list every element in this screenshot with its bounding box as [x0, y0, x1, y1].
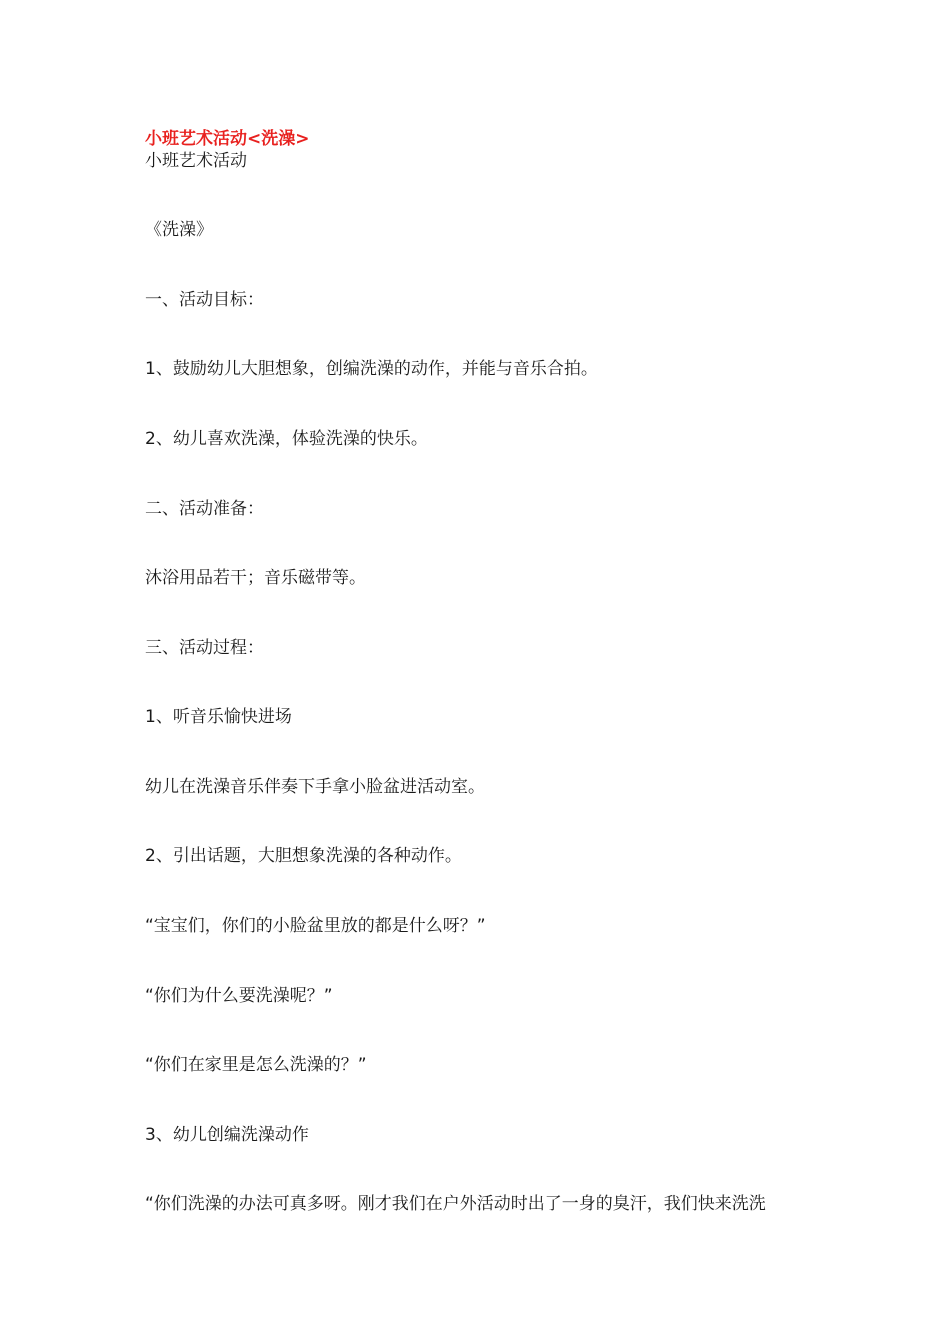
- heading-preparation: 二、活动准备：: [145, 499, 264, 519]
- goal-item-2: 2、幼儿喜欢洗澡，体验洗澡的快乐。: [145, 429, 428, 449]
- document-title: 小班艺术活动<洗澡>: [145, 129, 310, 149]
- process-step-3: 3、幼儿创编洗澡动作: [145, 1125, 309, 1145]
- preparation-text: 沐浴用品若干；音乐磁带等。: [145, 568, 366, 588]
- quote-1: “宝宝们，你们的小脸盆里放的都是什么呀？”: [145, 916, 486, 936]
- process-step-1: 1、听音乐愉快进场: [145, 707, 292, 727]
- document-subtitle: 小班艺术活动: [145, 151, 247, 171]
- quote-3: “你们在家里是怎么洗澡的？”: [145, 1055, 367, 1075]
- heading-goals: 一、活动目标：: [145, 290, 264, 310]
- goal-item-1: 1、鼓励幼儿大胆想象，创编洗澡的动作，并能与音乐合拍。: [145, 359, 598, 379]
- heading-process: 三、活动过程：: [145, 638, 264, 658]
- process-step-1-text: 幼儿在洗澡音乐伴奏下手拿小脸盆进活动室。: [145, 777, 485, 797]
- quote-2: “你们为什么要洗澡呢？”: [145, 986, 333, 1006]
- paragraph-book-title: 《洗澡》: [145, 220, 213, 240]
- process-step-3-text: “你们洗澡的办法可真多呀。刚才我们在户外活动时出了一身的臭汗，我们快来洗洗: [145, 1194, 766, 1214]
- process-step-2: 2、引出话题，大胆想象洗澡的各种动作。: [145, 846, 462, 866]
